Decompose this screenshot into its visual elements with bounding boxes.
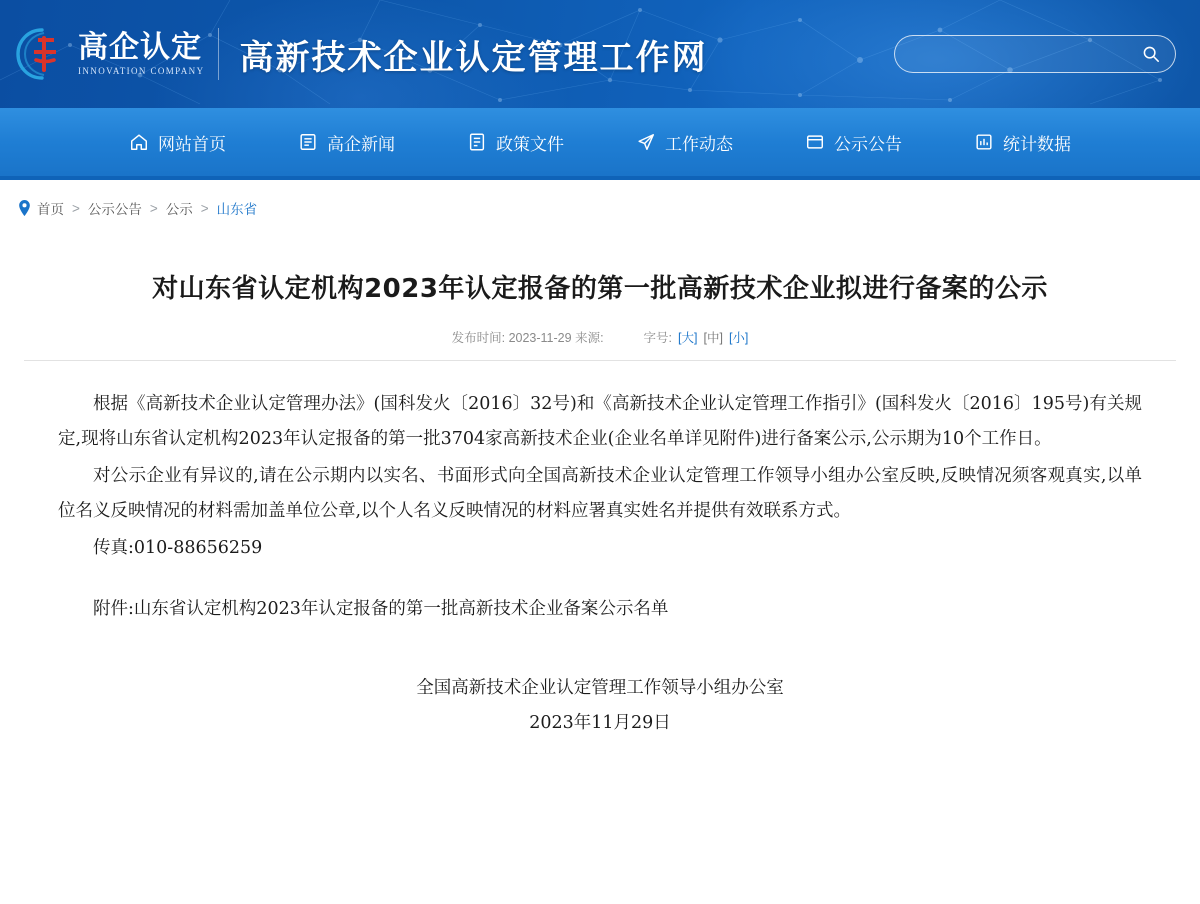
news-icon bbox=[298, 132, 318, 152]
nav-label-news: 高企新闻 bbox=[327, 134, 395, 155]
breadcrumb-separator: > bbox=[72, 200, 80, 216]
article-title: 对山东省认定机构2023年认定报备的第一批高新技术企业拟进行备案的公示 bbox=[152, 274, 1048, 305]
nav-item-statistics[interactable] bbox=[938, 130, 1107, 155]
nav-label-statistics: 统计数据 bbox=[1003, 134, 1071, 155]
nav-label-policy: 政策文件 bbox=[496, 134, 564, 155]
signature-organization: 全国高新技术企业认定管理工作领导小组办公室 bbox=[416, 677, 784, 698]
announcement-icon bbox=[805, 132, 825, 152]
nav-item-news[interactable] bbox=[262, 130, 431, 155]
breadcrumb-item-public-notice[interactable]: 公示 bbox=[165, 202, 193, 217]
nav-item-work-updates[interactable] bbox=[600, 130, 769, 155]
logo-title-en: INNOVATION COMPANY bbox=[78, 65, 205, 76]
article-container bbox=[24, 236, 1176, 741]
search-icon bbox=[1142, 45, 1160, 63]
signature-date: 2023年11月29日 bbox=[529, 712, 671, 733]
search-button[interactable] bbox=[1141, 44, 1161, 64]
site-logo[interactable] bbox=[14, 26, 204, 82]
article-body bbox=[24, 361, 1176, 741]
article-attachment: 附件:山东省认定机构2023年认定报备的第一批高新技术企业备案公示名单 bbox=[93, 598, 669, 619]
font-size-small-button[interactable]: [小] bbox=[728, 330, 749, 345]
page-title: 高新技术企业认定管理工作网 bbox=[239, 37, 708, 78]
article-fax-line: 传真:010-88656259 bbox=[93, 537, 263, 558]
article-paragraph-1: 根据《高新技术企业认定管理办法》(国科发火〔2016〕32号)和《高新技术企业认定管理工作指引》(国科发火〔2016〕195号)有关规定,现将山东省认定机构2023年认定报备的第一批3704家高新技术企业(企业名单详见附件)进行备案公示,公示期为10个工作日。 bbox=[58, 393, 1142, 449]
logo-title-cn: 高企认定 bbox=[78, 29, 202, 65]
nav-label-home: 网站首页 bbox=[158, 134, 226, 155]
chart-icon bbox=[974, 132, 994, 152]
location-pin-icon bbox=[18, 200, 31, 216]
font-size-large-button[interactable]: [大] bbox=[678, 330, 698, 345]
source-label: 来源: bbox=[575, 330, 604, 345]
document-icon bbox=[467, 132, 487, 152]
article-paragraph-2: 对公示企业有异议的,请在公示期内以实名、书面形式向全国高新技术企业认定管理工作领导小组办公室反映,反映情况须客观真实,以单位名义反映情况的材料需加盖单位公章,以个人名义反映情况的材料应署真实姓名并提供有效联系方式。 bbox=[58, 465, 1142, 521]
font-size-medium-button[interactable]: [中] bbox=[703, 330, 723, 345]
breadcrumb-item-shandong[interactable]: 山东省 bbox=[216, 202, 258, 217]
search-box[interactable] bbox=[894, 35, 1176, 73]
nav-item-home[interactable] bbox=[93, 130, 262, 155]
search-input[interactable] bbox=[909, 46, 1141, 63]
article-meta bbox=[24, 328, 1176, 346]
article-publish-info bbox=[452, 328, 604, 346]
breadcrumb-separator: > bbox=[200, 200, 209, 216]
breadcrumb-item-home[interactable]: 首页 bbox=[37, 202, 64, 217]
site-header bbox=[0, 0, 1200, 108]
breadcrumb-separator: > bbox=[149, 200, 158, 216]
header-divider bbox=[218, 28, 219, 80]
publish-time-label: 发布时间: bbox=[451, 330, 506, 345]
breadcrumb bbox=[0, 180, 1200, 236]
font-size-label: 字号: bbox=[643, 330, 673, 345]
logo-mark-icon bbox=[14, 26, 70, 82]
main-navigation[interactable] bbox=[0, 108, 1200, 176]
paper-plane-icon bbox=[636, 132, 656, 152]
breadcrumb-item-announcements[interactable]: 公示公告 bbox=[87, 202, 142, 217]
font-size-control[interactable] bbox=[644, 328, 749, 346]
publish-time-value: 2023-11-29 bbox=[508, 330, 572, 345]
article-signature bbox=[58, 671, 1142, 741]
nav-item-policy[interactable] bbox=[431, 130, 600, 155]
nav-item-announcements[interactable] bbox=[769, 130, 938, 155]
nav-label-work-updates: 工作动态 bbox=[665, 134, 733, 155]
home-icon bbox=[129, 132, 149, 152]
nav-label-announcements: 公示公告 bbox=[834, 134, 902, 155]
